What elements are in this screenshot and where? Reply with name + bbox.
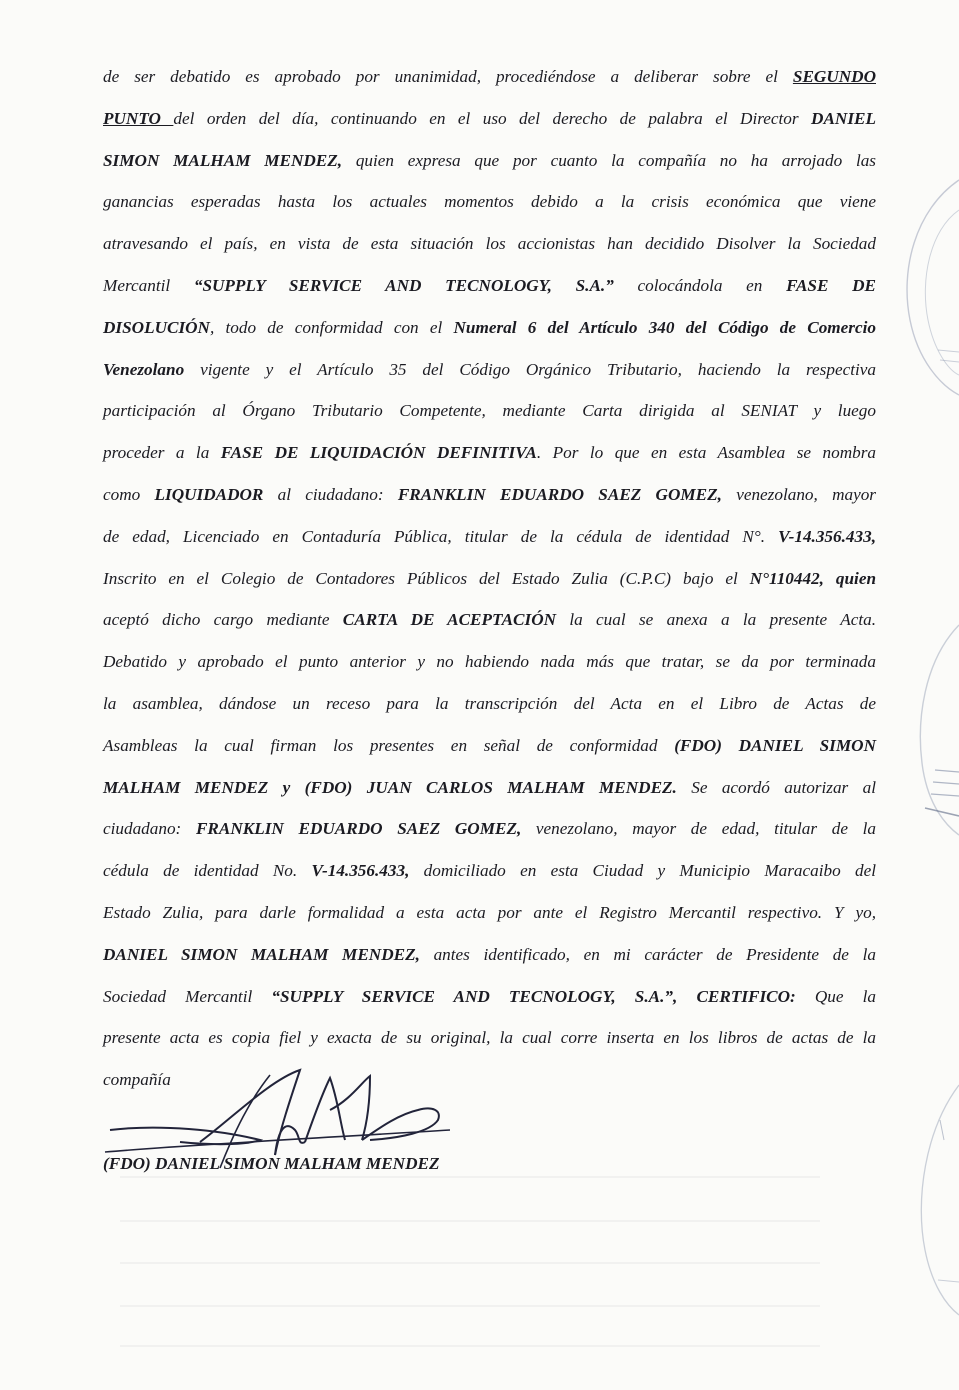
- text-line: [103, 187, 876, 217]
- text-line: [103, 104, 876, 134]
- bleed-through-line: [120, 1305, 820, 1307]
- text-line: [103, 522, 876, 552]
- text-segment: Inscrito en el Colegio de Contadores Públicos del Estado Zulia (C.P.C) bajo el: [103, 568, 750, 588]
- bleed-through-line: [120, 1220, 820, 1222]
- text-segment: como: [103, 485, 155, 504]
- text-segment: DANIEL SIMON MALHAM MENDEZ,: [103, 944, 420, 964]
- text-segment: MALHAM MENDEZ y (FDO) JUAN CARLOS MALHAM MENDEZ.: [103, 777, 677, 797]
- text-segment: , todo de conformidad con el: [209, 317, 454, 337]
- text-segment: “SUPPLY SERVICE AND TECNOLOGY, S.A.”,: [271, 986, 678, 1006]
- bleed-through-line: [120, 1345, 820, 1347]
- text-segment: Estado Zulia, para darle formalidad a esta acta por ante el Registro Mercantil respectivo. Y yo,: [103, 903, 876, 922]
- stamp-edge-bottom: [900, 1080, 959, 1320]
- text-line: [103, 605, 876, 635]
- text-segment: V-14.356.433,: [311, 861, 410, 881]
- text-segment: “SUPPLY SERVICE AND TECNOLOGY, S.A.”: [193, 276, 614, 295]
- text-line: [103, 396, 876, 426]
- text-segment: aceptó dicho cargo mediante: [103, 610, 343, 630]
- text-segment: al ciudadano:: [263, 485, 398, 504]
- text-segment: CERTIFICO:: [696, 986, 796, 1006]
- text-line: [103, 313, 876, 343]
- text-line: [103, 814, 876, 844]
- text-line: [103, 229, 876, 259]
- text-line: [103, 438, 876, 468]
- text-line: [103, 731, 876, 761]
- text-segment: PUNTO: [103, 108, 174, 128]
- text-line: [103, 480, 876, 510]
- text-line: [103, 689, 876, 719]
- text-segment: . Por lo que en esta Asamblea se nombra: [536, 443, 876, 463]
- text-segment: [677, 987, 696, 1006]
- text-segment: presente acta es copia fiel y exacta de su original, la cual corre inserta en los libros de actas de la: [103, 1028, 876, 1048]
- text-line: [103, 856, 876, 886]
- text-segment: ganancias esperadas hasta los actuales momentos debido a la crisis económica que viene: [103, 192, 876, 212]
- text-segment: vigente y el Artículo 35 del Código Orgánico Tributario, haciendo la respectiva: [184, 359, 876, 379]
- text-line: [103, 773, 876, 803]
- text-segment: del orden del día, continuando en el uso del derecho de palabra el Director: [173, 108, 812, 128]
- text-line: [103, 898, 876, 928]
- text-segment: Debatido y aprobado el punto anterior y no habiendo nada más que tratar, se da por terminada: [103, 652, 876, 672]
- text-line: [103, 271, 876, 301]
- text-line: [103, 1023, 876, 1053]
- text-segment: compañía: [103, 1070, 171, 1090]
- text-line: [103, 982, 876, 1012]
- text-segment: antes identificado, en mi carácter de Presidente de la: [419, 944, 876, 964]
- text-segment: cédula de identidad No.: [103, 861, 312, 881]
- text-segment: Venezolano: [103, 359, 185, 379]
- text-segment: participación al Órgano Tributario Competente, mediante Carta dirigida al SENIAT y luego: [103, 401, 876, 421]
- text-segment: atravesando el país, en vista de esta situación los accionistas han decidido Disolver la Sociedad: [103, 234, 876, 254]
- text-segment: Numeral 6 del Artículo 340 del Código de Comercio: [453, 317, 876, 337]
- text-segment: FASE DE: [786, 276, 877, 295]
- signatory-name: (FDO) DANIEL SIMON MALHAM MENDEZ: [103, 1154, 440, 1173]
- text-segment: Sociedad Mercantil: [103, 986, 272, 1006]
- text-segment: DANIEL: [811, 108, 876, 128]
- bleed-through-line: [120, 1262, 820, 1264]
- text-line: [103, 62, 876, 92]
- text-segment: CARTA DE ACEPTACIÓN: [342, 610, 557, 630]
- stamp-edge-middle: [895, 620, 959, 840]
- text-line: [103, 940, 876, 970]
- text-segment: venezolano, mayor: [721, 485, 876, 504]
- text-segment: FRANKLIN EDUARDO SAEZ GOMEZ,: [397, 485, 722, 504]
- text-segment: V-14.356.433,: [778, 526, 876, 546]
- text-segment: FASE DE LIQUIDACIÓN DEFINITIVA: [220, 443, 537, 463]
- text-segment: la cual se anexa a la presente Acta.: [556, 610, 876, 630]
- text-segment: ciudadano:: [103, 819, 196, 839]
- text-segment: proceder a la: [103, 443, 221, 463]
- text-segment: FRANKLIN EDUARDO SAEZ GOMEZ,: [195, 819, 522, 839]
- text-segment: N°110442, quien: [749, 568, 877, 588]
- text-segment: (FDO) DANIEL SIMON: [674, 735, 876, 755]
- text-segment: Mercantil: [103, 276, 194, 295]
- text-line: [103, 355, 876, 385]
- text-segment: Se acordó autorizar al: [676, 777, 876, 797]
- text-segment: SIMON MALHAM MENDEZ,: [103, 150, 343, 170]
- text-line: [103, 647, 876, 677]
- text-segment: LIQUIDADOR: [154, 485, 264, 504]
- text-segment: Que la: [795, 986, 877, 1006]
- text-segment: DISOLUCIÓN: [103, 317, 210, 337]
- text-segment: quien expresa que por cuanto la compañía no ha arrojado las: [342, 150, 876, 170]
- text-segment: venezolano, mayor de edad, titular de la: [521, 819, 876, 839]
- text-line: [103, 564, 876, 594]
- text-segment: SEGUNDO: [792, 67, 876, 86]
- text-segment: de ser debatido es aprobado por unanimidad, procediéndose a deliberar sobre el: [103, 67, 793, 86]
- text-segment: domiciliado en esta Ciudad y Municipio Maracaibo del: [409, 861, 876, 881]
- text-segment: la asamblea, dándose un receso para la transcripción del Acta en el Libro de Actas de: [103, 694, 876, 713]
- text-segment: colocándola en: [613, 276, 787, 295]
- text-line: [103, 146, 876, 176]
- text-segment: de edad, Licenciado en Contaduría Pública, titular de la cédula de identidad N°.: [103, 526, 779, 546]
- stamp-edge-top: [880, 170, 959, 400]
- text-segment: Asambleas la cual firman los presentes en señal de conformidad: [103, 735, 675, 755]
